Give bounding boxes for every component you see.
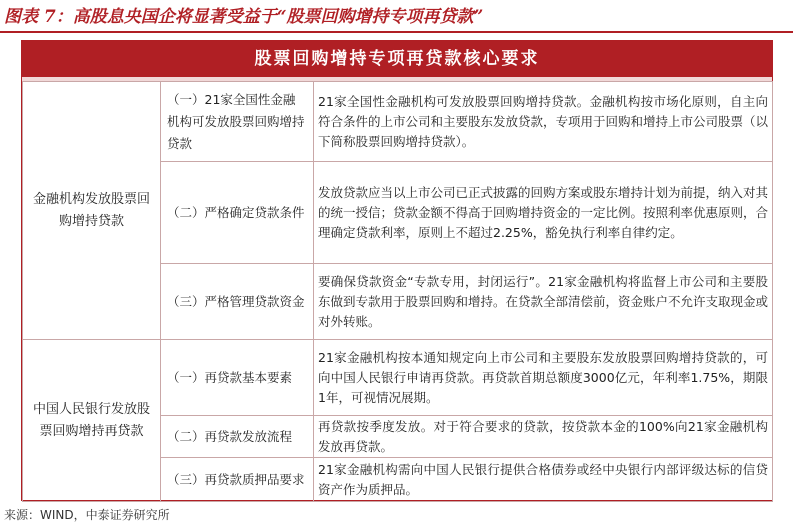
table-header: 股票回购增持专项再贷款核心要求 [22, 41, 772, 81]
description-cell: 再贷款按季度发放。对于符合要求的贷款，按贷款本金的100%向21家金融机构发放再贷款。 [314, 416, 773, 458]
item-cell: （二）再贷款发放流程 [161, 416, 314, 458]
description-cell: 21家金融机构按本通知规定向上市公司和主要股东发放股票回购增持贷款的，可向中国人民银行申请再贷款。再贷款首期总额度3000亿元，年利率1.75%，期限1年，可视情况展期。 [314, 340, 773, 416]
description-cell: 21家全国性金融机构可发放股票回购增持贷款。金融机构按市场化原则，自主向符合条件的上市公司和主要股东发放贷款，专项用于回购和增持上市公司股票（以下简称股票回购增持贷款）。 [314, 82, 773, 162]
category-cell: 金融机构发放股票回购增持贷款 [23, 82, 161, 340]
category-cell: 中国人民银行发放股票回购增持再贷款 [23, 340, 161, 502]
item-cell: （三）严格管理贷款资金 [161, 264, 314, 340]
source-note: 来源：WIND，中泰证券研究所 [4, 508, 170, 522]
table-row [23, 82, 773, 162]
requirements-table [21, 40, 773, 501]
description-cell: 发放贷款应当以上市公司已正式披露的回购方案或股东增持计划为前提，纳入对其的统一授信；贷款金额不得高于回购增持资金的一定比例。按照利率优惠原则，合理确定贷款利率，原则上不超过2.25%，豁免执行利率自律约定。 [314, 162, 773, 264]
item-cell: （三）再贷款质押品要求 [161, 458, 314, 502]
description-cell: 21家金融机构需向中国人民银行提供合格债券或经中央银行内部评级达标的信贷资产作为质押品。 [314, 458, 773, 502]
item-cell: （二）严格确定贷款条件 [161, 162, 314, 264]
figure-title: 图表 7：高股息央国企将显著受益于“股票回购增持专项再贷款” [4, 7, 484, 27]
item-cell: （一）再贷款基本要素 [161, 340, 314, 416]
requirements-grid [22, 81, 773, 502]
table-row [23, 340, 773, 416]
title-divider [0, 31, 793, 33]
description-cell: 要确保贷款资金“专款专用，封闭运行”。21家金融机构将监督上市公司和主要股东做到专款用于股票回购和增持。在贷款全部清偿前，资金账户不允许支取现金或对外转账。 [314, 264, 773, 340]
item-cell: （一）21家全国性金融机构可发放股票回购增持贷款 [161, 82, 314, 162]
